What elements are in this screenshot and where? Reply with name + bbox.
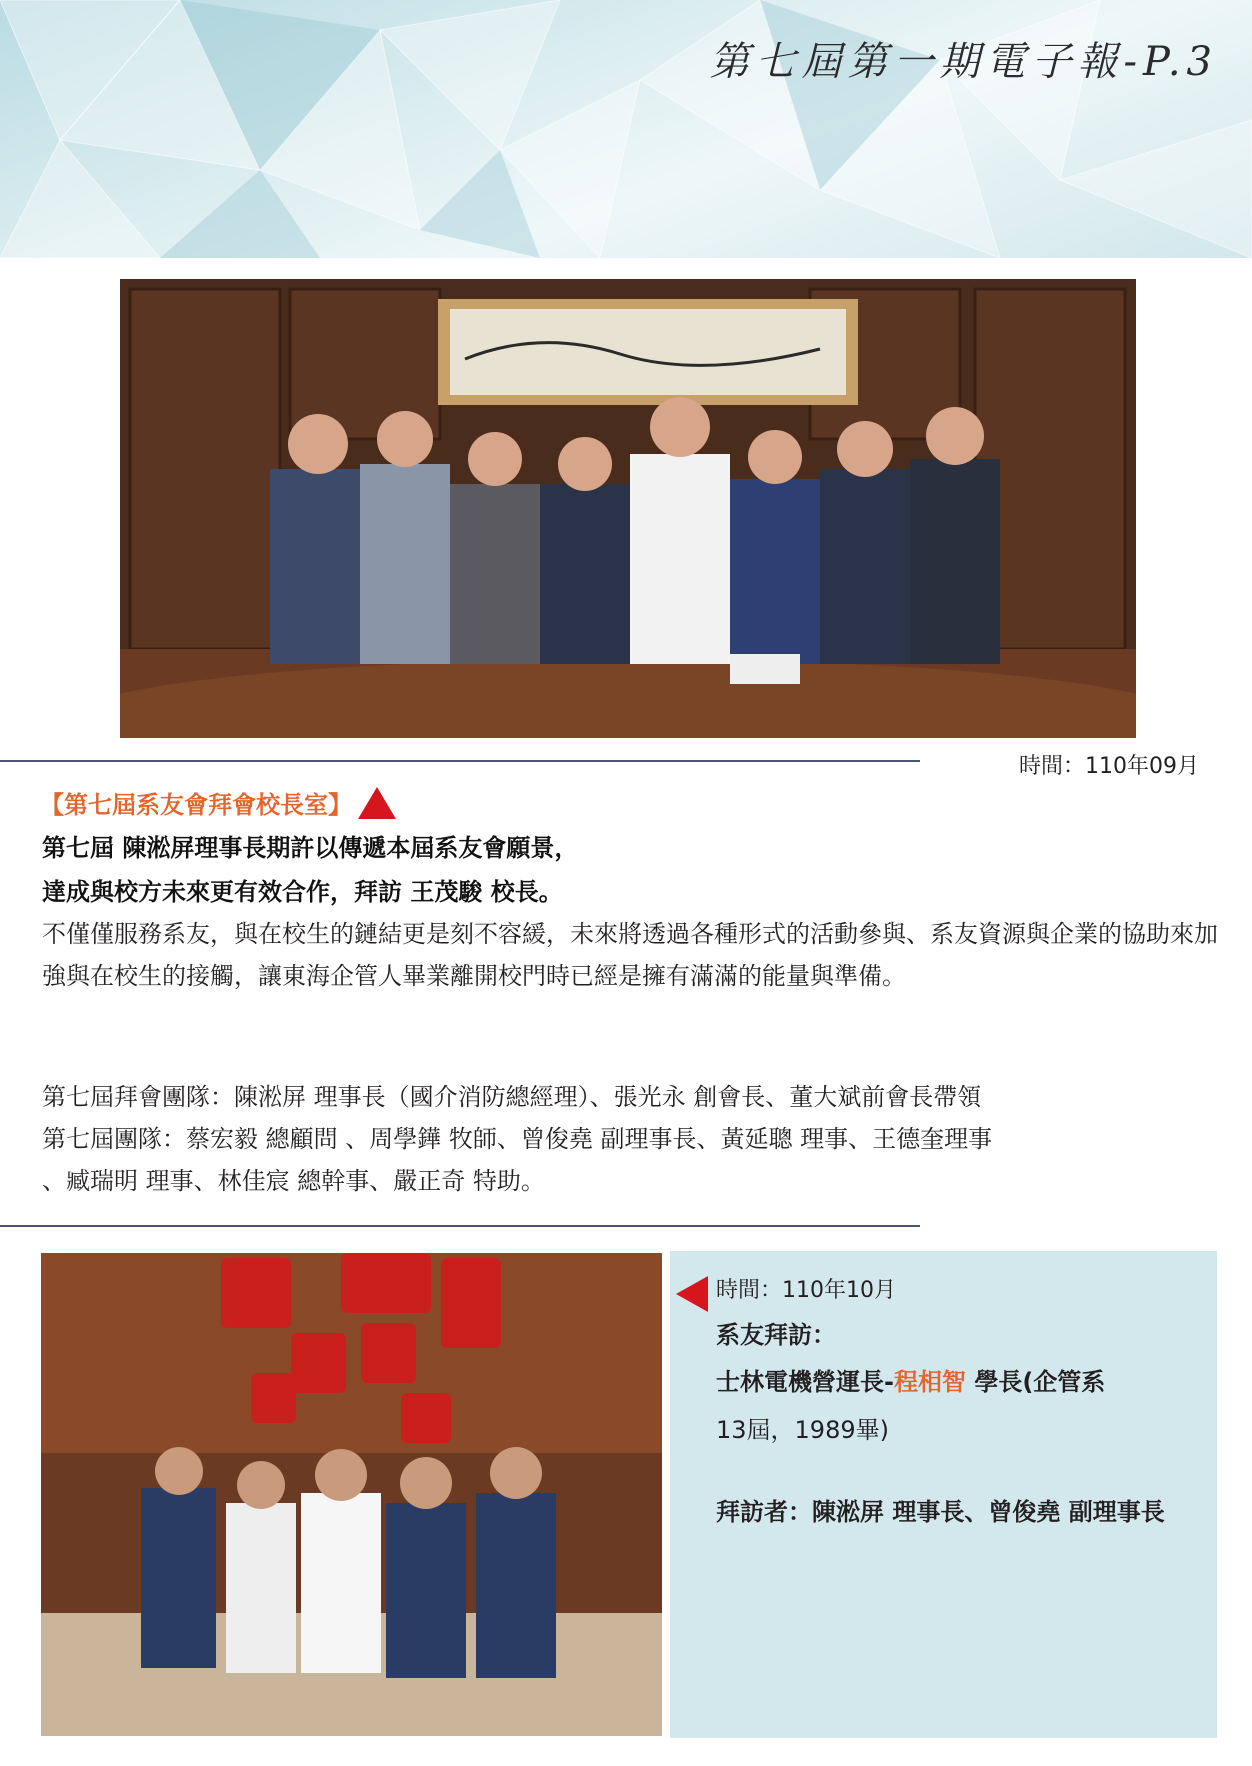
section-title-text: 【第七屆系友會拜會校長室】 — [40, 791, 352, 819]
team-line: 第七屆團隊：蔡宏毅 總顧問 、周學鏵 牧師、曾俊堯 副理事長、黃延聰 理事、王德奎理事 — [42, 1125, 993, 1153]
group-photo-lobby — [41, 1253, 662, 1736]
visit-date: 時間：110年09月 — [1019, 754, 1199, 779]
issue-title: 第七屆第一期電子報-P.3 — [709, 39, 1218, 85]
visit-heading: 系友拜訪： — [716, 1321, 836, 1349]
visit-date: 時間：110年10月 — [716, 1278, 896, 1303]
person-name: 程相智 — [893, 1368, 966, 1396]
lead-paragraph — [42, 826, 1222, 914]
lead-line: 第七屆 陳淞屏理事長期許以傳遞本屆系友會願景， — [42, 834, 579, 862]
body-paragraph: 不僅僅服務系友，與在校生的鏈結更是刻不容緩，未來將透過各種形式的活動參與、系友資源與企業的協助來加強與在校生的接觸，讓東海企管人畢業離開校門時已經是擁有滿滿的能量與準備。 — [42, 920, 1218, 990]
lead-line: 達成與校方未來更有效合作，拜訪 王茂駿 校長。 — [42, 878, 563, 906]
visited-person — [716, 1358, 1196, 1454]
team-paragraph — [42, 1076, 1222, 1202]
person-detail: 13屆，1989畢) — [716, 1416, 889, 1444]
section-title — [40, 785, 396, 820]
group-photo-principal-office — [120, 279, 1136, 738]
divider-rule — [0, 760, 920, 762]
person-prefix: 士林電機營運長- — [716, 1368, 894, 1396]
visitors: 拜訪者：陳淞屏 理事長、曾俊堯 副理事長 — [716, 1498, 1165, 1526]
team-line: 第七屆拜會團隊：陳淞屏 理事長（國介消防總經理）、張光永 創會長、董大斌前會長帶領 — [42, 1083, 982, 1111]
triangle-up-icon — [358, 787, 396, 819]
divider-rule — [0, 1225, 920, 1227]
triangle-left-icon — [676, 1276, 708, 1312]
person-suffix: 學長(企管系 — [965, 1368, 1106, 1396]
team-line: 、臧瑞明 理事、林佳宸 總幹事、嚴正奇 特助。 — [42, 1167, 545, 1195]
header-banner — [0, 0, 1252, 258]
